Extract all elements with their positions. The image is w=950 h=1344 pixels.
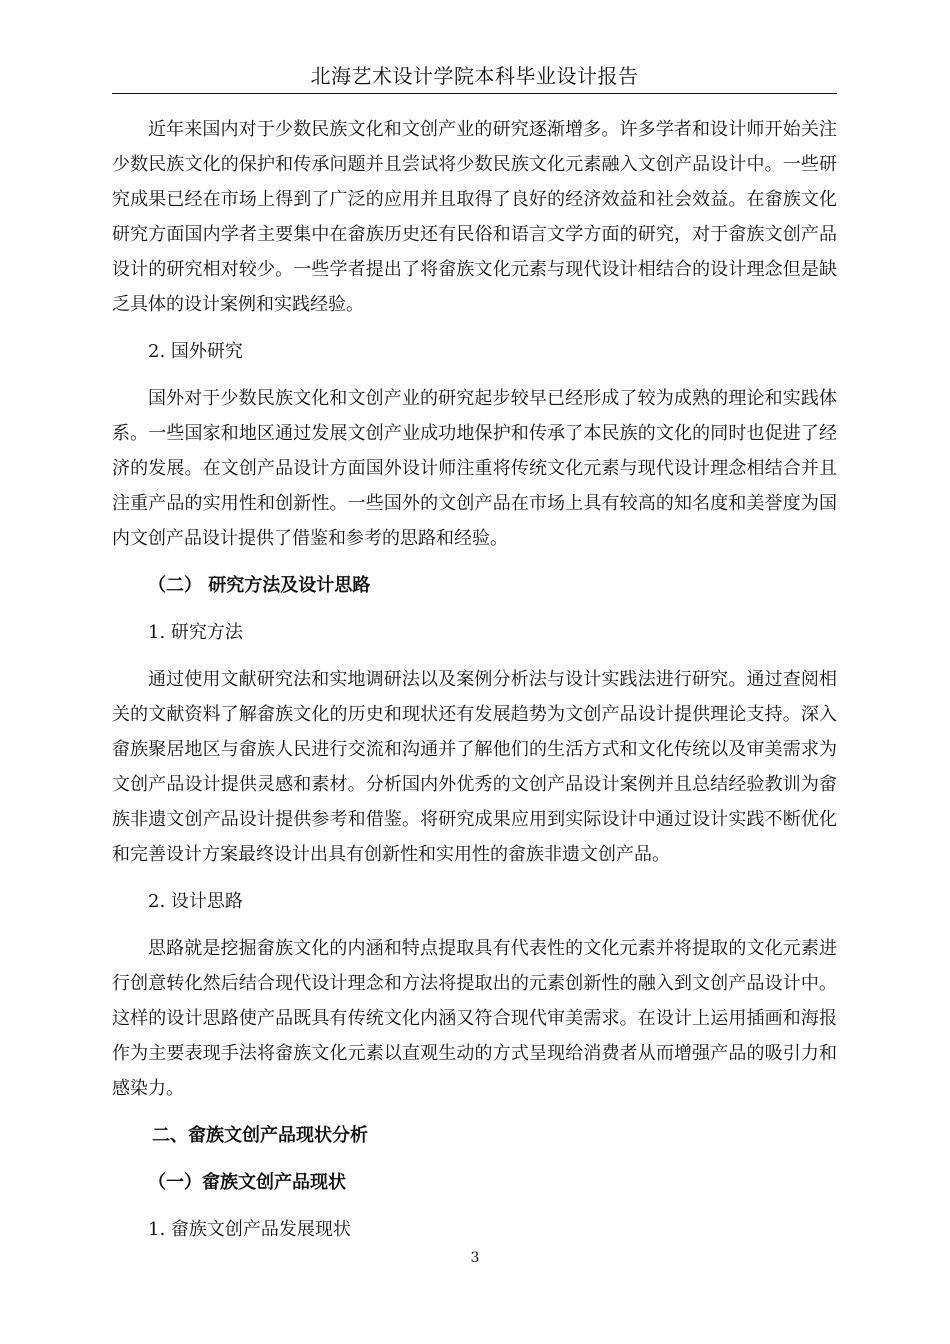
paragraph-design-ideas: 思路就是挖掘畲族文化的内涵和特点提取具有代表性的文化元素并将提取的文化元素进行创意转化然后结合现代设计理念和方法将提取出的元素创新性的融入到文创产品设计中。这样的设计思路使产品既具有传统文化内涵又符合现代审美需求。在设计上运用插画和海报作为主要表现手法将畲族文化元素以直观生动的方式呈现给消费者从而增强产品的吸引力和感染力。 (112, 938, 837, 1099)
subheading-research-methods: 1. 研究方法 (148, 622, 243, 643)
heading-methods-and-ideas: （二） 研究方法及设计思路 (148, 575, 371, 596)
subheading-foreign-research: 2. 国外研究 (148, 341, 243, 362)
subheading-development-status: 1. 畲族文创产品发展现状 (148, 1219, 351, 1240)
page-number: 3 (470, 1250, 480, 1266)
heading-product-status: （一）畲族文创产品现状 (148, 1172, 346, 1193)
page-header-title: 北海艺术设计学院本科毕业设计报告 (310, 64, 639, 88)
paragraph-research-methods: 通过使用文献研究法和实地调研法以及案例分析法与设计实践法进行研究。通过查阅相关的文献资料了解畲族文化的历史和现状还有发展趋势为文创产品设计提供理论支持。深入畲族聚居地区与畲族人民进行交流和沟通并了解他们的生活方式和文化传统以及审美需求为文创产品设计提供灵感和素材。分析国内外优秀的文创产品设计案例并且总结经验教训为畲族非遗文创产品设计提供参考和借鉴。将研究成果应用到实际设计中通过设计实践不断优化和完善设计方案最终设计出具有创新性和实用性的畲族非遗文创产品。 (112, 669, 837, 865)
header-divider (112, 93, 837, 94)
subheading-design-ideas: 2. 设计思路 (148, 891, 243, 912)
paragraph-foreign-research: 国外对于少数民族文化和文创产业的研究起步较早已经形成了较为成熟的理论和实践体系。一些国家和地区通过发展文创产业成功地保护和传承了本民族的文化的同时也促进了经济的发展。在文创产品设计方面国外设计师注重将传统文化元素与现代设计理念相结合并且注重产品的实用性和创新性。一些国外的文创产品在市场上具有较高的知名度和美誉度为国内文创产品设计提供了借鉴和参考的思路和经验。 (112, 388, 837, 549)
paragraph-domestic-research: 近年来国内对于少数民族文化和文创产业的研究逐渐增多。许多学者和设计师开始关注少数民族文化的保护和传承问题并且尝试将少数民族文化元素融入文创产品设计中。一些研究成果已经在市场上得到了广泛的应用并且取得了良好的经济效益和社会效益。在畲族文化研究方面国内学者主要集中在畲族历史还有民俗和语言文学方面的研究，对于畲族文创产品设计的研究相对较少。一些学者提出了将畲族文化元素与现代设计相结合的设计理念但是缺乏具体的设计案例和实践经验。 (112, 119, 837, 315)
heading-section-2: 二、畲族文创产品现状分析 (152, 1125, 368, 1146)
document-body (112, 112, 837, 1259)
